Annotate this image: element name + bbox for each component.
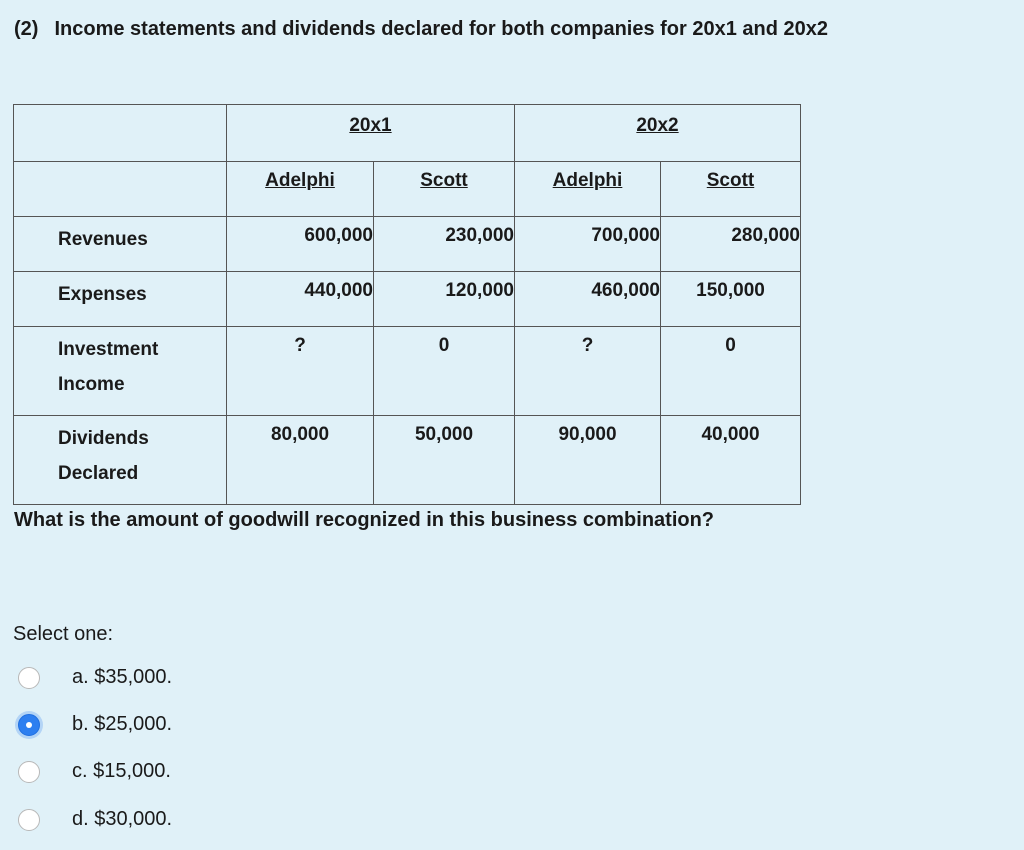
table-cell: 120,000 xyxy=(374,272,515,327)
table-cell: ? xyxy=(227,327,374,416)
year-header-20x2: 20x2 xyxy=(515,105,801,162)
table-cell: 0 xyxy=(374,327,515,416)
row-label-line: Investment xyxy=(58,339,159,360)
table-cell: 230,000 xyxy=(374,217,515,272)
table-cell: 50,000 xyxy=(374,416,515,505)
company-header-row xyxy=(14,162,801,217)
table-cell: 0 xyxy=(661,327,801,416)
year-header-20x1: 20x1 xyxy=(227,105,515,162)
table-cell: 600,000 xyxy=(227,217,374,272)
row-label xyxy=(14,416,227,505)
question-number: (2) xyxy=(14,18,39,40)
select-one-prompt: Select one: xyxy=(13,623,114,645)
table-row xyxy=(14,272,801,327)
row-label-line: Dividends xyxy=(58,428,149,449)
answer-option-b[interactable] xyxy=(18,713,172,736)
company-header: Scott xyxy=(661,162,801,217)
table-cell: 80,000 xyxy=(227,416,374,505)
answer-option-label: b. $25,000. xyxy=(72,713,173,735)
radio-button[interactable] xyxy=(18,667,40,689)
table-cell: ? xyxy=(515,327,661,416)
question-heading xyxy=(14,18,828,41)
table-cell: 150,000 xyxy=(661,272,801,327)
row-label xyxy=(14,217,227,272)
radio-button[interactable] xyxy=(18,809,40,831)
company-header: Adelphi xyxy=(227,162,374,217)
question-text: What is the amount of goodwill recognized in this business combination? xyxy=(14,509,715,531)
table-cell: 700,000 xyxy=(515,217,661,272)
empty-header-cell xyxy=(14,105,227,162)
answer-option-label: d. $30,000. xyxy=(72,808,173,830)
table-row xyxy=(14,217,801,272)
answer-option-d[interactable] xyxy=(18,808,172,831)
table-row xyxy=(14,327,801,416)
empty-header-cell xyxy=(14,162,227,217)
row-label-line: Revenues xyxy=(58,229,148,250)
answer-option-label: a. $35,000. xyxy=(72,666,173,688)
table-cell: 40,000 xyxy=(661,416,801,505)
answer-option-c[interactable] xyxy=(18,760,171,783)
year-header-row xyxy=(14,105,801,162)
table-cell: 90,000 xyxy=(515,416,661,505)
income-statement-table xyxy=(13,104,801,505)
table-row xyxy=(14,416,801,505)
radio-button[interactable] xyxy=(18,761,40,783)
row-label xyxy=(14,327,227,416)
table-cell: 460,000 xyxy=(515,272,661,327)
row-label-line: Declared xyxy=(58,463,139,484)
question-heading-text: Income statements and dividends declared for both companies for 20x1 and 20x2 xyxy=(54,18,829,40)
row-label xyxy=(14,272,227,327)
company-header: Adelphi xyxy=(515,162,661,217)
row-label-line: Income xyxy=(58,374,125,395)
answer-option-label: c. $15,000. xyxy=(72,760,171,782)
answer-option-a[interactable] xyxy=(18,666,172,689)
row-label-line: Expenses xyxy=(58,284,147,305)
table-cell: 280,000 xyxy=(661,217,801,272)
company-header: Scott xyxy=(374,162,515,217)
table-cell: 440,000 xyxy=(227,272,374,327)
radio-button-selected[interactable] xyxy=(18,714,40,736)
